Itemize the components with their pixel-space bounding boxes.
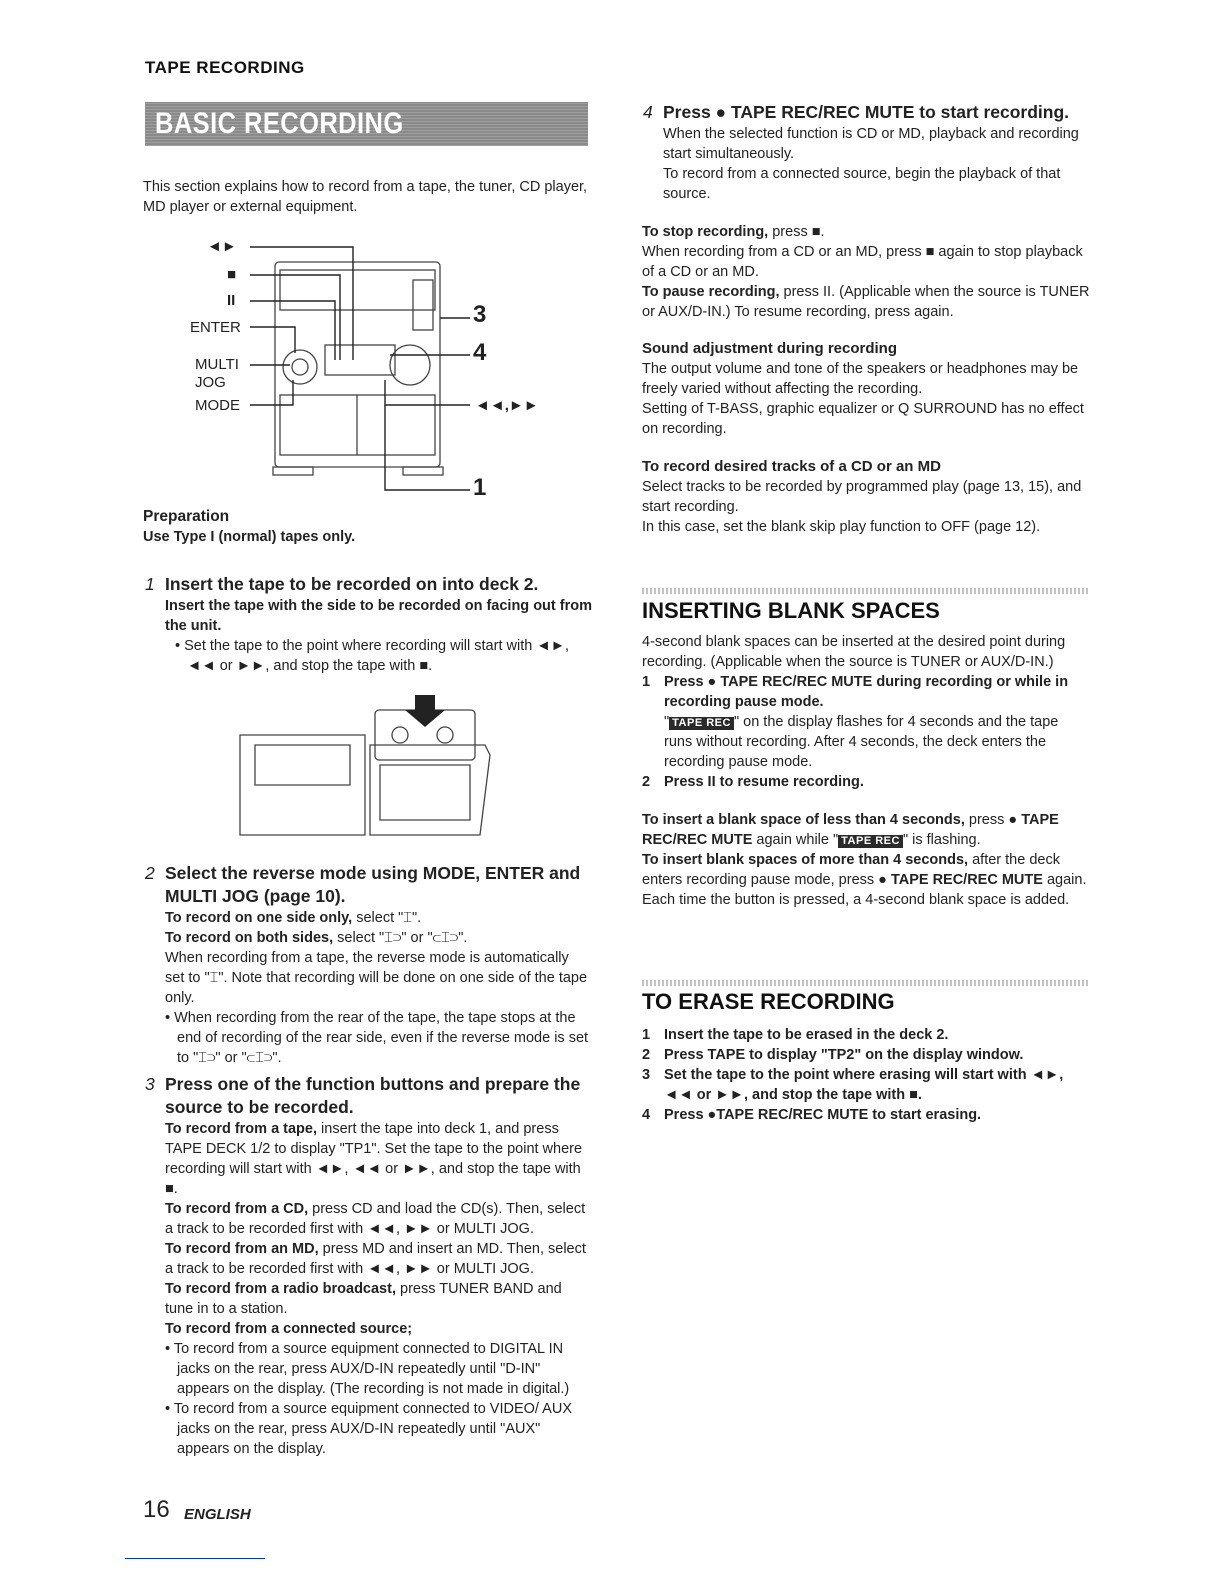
erase-step-4: 4 Press ●TAPE REC/REC MUTE to start erasing.: [642, 1107, 982, 1123]
preparation: [143, 507, 593, 547]
blank-intro: 4-second blank spaces can be inserted at the desired point during recording. (Applicable when the source is TUNER or AUX/D-IN.): [642, 634, 1066, 670]
enter-label: ENTER: [190, 319, 241, 336]
callout-skip: ◄◄,►►: [475, 397, 539, 414]
tape-rec-indicator: TAPE REC: [838, 835, 903, 848]
section-divider: [642, 588, 1090, 594]
page-language: ENGLISH: [184, 1506, 251, 1523]
section-divider: [642, 980, 1090, 986]
footer-rule: [125, 1558, 265, 1559]
tracks-para2: In this case, set the blank skip play function to OFF (page 12).: [642, 519, 1041, 535]
blank-spaces-section: [642, 598, 1090, 910]
step-4-title: 4 Press ● TAPE REC/REC MUTE to start recording.: [643, 102, 1070, 122]
step-3-md: To record from an MD, press MD and insert an MD. Then, select a track to be recorded first with ◄◄, ►► or MULTI JOG.: [165, 1241, 586, 1277]
intro-text: This section explains how to record from a tape, the tuner, CD player, MD player or external equipment.: [143, 179, 588, 215]
pause-label: II: [227, 292, 236, 309]
step-1-title: 1 Insert the tape to be recorded on into deck 2.: [145, 574, 539, 594]
callout-4: 4: [473, 339, 487, 366]
blank-heading: INSERTING BLANK SPACES: [642, 598, 940, 623]
tape-rec-indicator: TAPE REC: [669, 717, 734, 730]
play-reverse-label: ◄►: [207, 238, 237, 255]
sound-adjustment: [642, 339, 1090, 439]
step-3-source: To record from a connected source;: [165, 1321, 413, 1337]
sound-heading: Sound adjustment during recording: [642, 340, 897, 357]
page-number: 16: [143, 1496, 170, 1523]
jog-label: JOG: [195, 374, 226, 391]
step-2-title: 2 Select the reverse mode using MODE, ENTER and MULTI JOG (page 10).: [145, 863, 581, 906]
pause-line: To pause recording, press II. (Applicable when the source is TUNER or AUX/D-IN.) To resume recording, press again.: [642, 284, 1090, 320]
section-tag: TAPE RECORDING: [145, 58, 305, 77]
mode-label: MODE: [195, 397, 240, 414]
step-3-bullet-aux: • To record from a source equipment connected to VIDEO/ AUX jacks on the rear, press AUX/D-IN repeatedly until "AUX" appears on the display.: [165, 1401, 572, 1457]
step-1-bullet: • Set the tape to the point where recording will start with ◄►, ◄◄ or ►►, and stop the tape with ■.: [175, 638, 570, 674]
step-3-bullet-digital: • To record from a source equipment connected to DIGITAL IN jacks on the rear, press AUX/D-IN repeatedly until "D-IN" appears on the display. (The recording is not made in digital.): [165, 1341, 570, 1397]
erase-step-2: 2 Press TAPE to display "TP2" on the display window.: [642, 1047, 1024, 1063]
callout-1: 1: [473, 474, 487, 501]
step-4-para2: To record from a connected source, begin the playback of that source.: [663, 166, 1061, 202]
sound-para2: Setting of T-BASS, graphic equalizer or Q SURROUND has no effect on recording.: [642, 401, 1084, 437]
step-2-para: When recording from a tape, the reverse mode is automatically set to "⌶". Note that recording will be done on one side of the tape only.: [165, 950, 588, 1006]
stop-para: When recording from a CD or an MD, press ■ again to stop playback of a CD or an MD.: [642, 244, 1083, 280]
stop-line: To stop recording, press ■.: [642, 224, 825, 240]
blank-step-1-text: " TAPE REC " on the display flashes for 4 seconds and the tape runs without recording. After 4 seconds, the deck enters the recording pause mode.: [664, 714, 1059, 770]
preparation-text: Use Type I (normal) tapes only.: [143, 529, 356, 545]
desired-tracks: [642, 457, 1090, 537]
tracks-para1: Select tracks to be recorded by programmed play (page 13, 15), and start recording.: [642, 479, 1082, 515]
erase-step-1: 1 Insert the tape to be erased in the deck 2.: [642, 1027, 949, 1043]
erase-section: [642, 989, 1090, 1125]
title-banner: [145, 102, 588, 146]
erase-heading: TO ERASE RECORDING: [642, 989, 895, 1014]
step-3-tape: To record from a tape, insert the tape into deck 1, and press TAPE DECK 1/2 to display "TP1". Set the tape to the point where recording will start with ◄►, ◄◄ or ►►, and stop the tape with ■.: [165, 1121, 583, 1197]
callout-3: 3: [473, 301, 487, 328]
step-2-bullet: • When recording from the rear of the tape, the tape stops at the end of recording of the rear side, even if the reverse mode is set to "⌶⊃" or "⊂⌶⊃".: [165, 1010, 589, 1066]
blank-less-than-4: To insert a blank space of less than 4 seconds, press ● TAPE REC/REC MUTE again while " TAPE REC " is flashing.: [642, 812, 1059, 848]
step-3-cd: To record from a CD, press CD and load the CD(s). Then, select a track to be recorded first with ◄◄, ►► or MULTI JOG.: [165, 1201, 586, 1237]
step-4: [643, 101, 1090, 204]
blank-step-2: 2 Press II to resume recording.: [642, 774, 864, 790]
step-2-one-side: To record on one side only, select "⌶".: [165, 910, 422, 926]
blank-step-1: 1 Press ● TAPE REC/REC MUTE during recording or while in recording pause mode.: [642, 674, 1069, 710]
tracks-heading: To record desired tracks of a CD or an MD: [642, 458, 941, 475]
blank-more-than-4: To insert blank spaces of more than 4 seconds, after the deck enters recording pause mode, press ● TAPE REC/REC MUTE again. Each time the button is pressed, a 4-second blank space is added.: [642, 852, 1087, 908]
sound-para1: The output volume and tone of the speakers or headphones may be freely varied without affecting the recording.: [642, 361, 1079, 397]
preparation-heading: Preparation: [143, 508, 230, 525]
step-3: [145, 1073, 592, 1459]
unit-diagram: [185, 235, 545, 505]
stop-recording: [642, 222, 1090, 322]
cassette-insert-illustration: [235, 695, 500, 845]
multi-label: MULTI: [195, 356, 239, 373]
step-3-title: 3 Press one of the function buttons and prepare the source to be recorded.: [145, 1074, 581, 1117]
step-3-radio: To record from a radio broadcast, press TUNER BAND and tune in to a station.: [165, 1281, 562, 1317]
step-1: [145, 573, 595, 676]
step-2: [145, 862, 592, 1068]
step-2-both-sides: To record on both sides, select "⌶⊃" or "⊂⌶⊃".: [165, 930, 468, 946]
step-4-para1: When the selected function is CD or MD, playback and recording start simultaneously.: [663, 126, 1079, 162]
page-title: BASIC RECORDING: [155, 107, 404, 140]
stop-label: ■: [227, 266, 237, 283]
erase-step-3: 3 Set the tape to the point where erasing will start with ◄►, ◄◄ or ►►, and stop the tape with ■.: [642, 1067, 1064, 1103]
stereo-unit-illustration: [185, 235, 545, 505]
step-1-subtitle: Insert the tape with the side to be recorded on facing out from the unit.: [165, 598, 592, 634]
